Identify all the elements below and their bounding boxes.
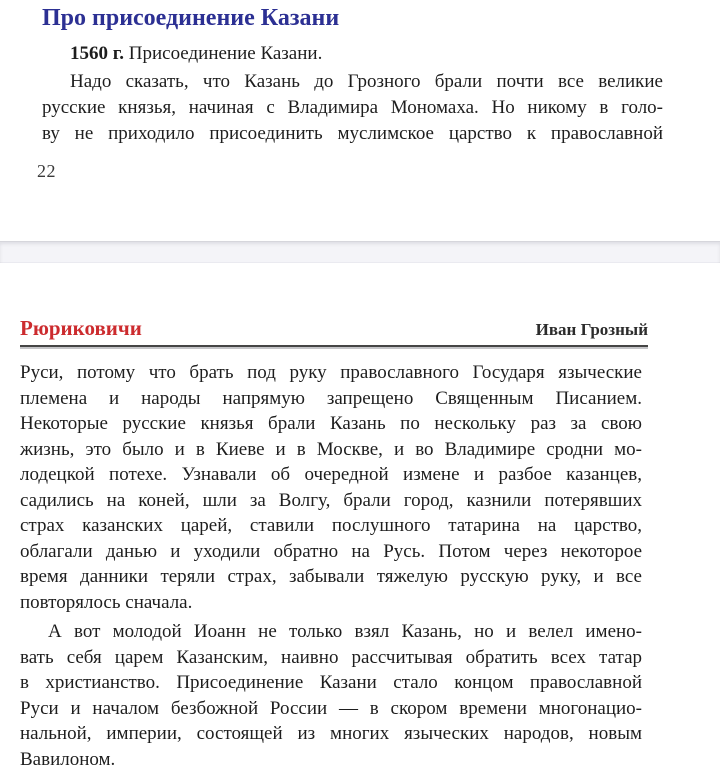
book-page-bottom — [0, 263, 720, 783]
text-line: вать себя царем Казанским, наивно рассчитывая обратить всех татар — [20, 646, 642, 668]
text-line: в христианство. Присоединение Казани стало концом православной — [20, 672, 642, 693]
page-number: 22 — [37, 161, 56, 181]
text-line: Руси, потому что брать под руку православного Государя языческие — [20, 362, 642, 383]
text-line: время данники теряли страх, забывали тяжелую русскую руку, и все — [20, 566, 642, 587]
text-line: страх казанских царей, ставили послушного татарина на царство, — [20, 515, 642, 536]
text-line: повторялось сначала. — [20, 591, 193, 613]
text-line: ву не приходило присоединить муслимское царство к православной — [42, 123, 663, 144]
text-line: лодецкой потехе. Узнавали об очередной измене и разбое казанцев, — [20, 464, 642, 485]
page-separator — [0, 241, 720, 263]
running-head-chapter: Иван Грозный — [535, 320, 648, 339]
text-line: Вавилоном. — [20, 748, 116, 770]
event-date-line — [42, 41, 663, 66]
chapter-heading: Про присоединение Казани — [42, 5, 340, 31]
paragraph — [42, 69, 663, 147]
text-line: русские князья, начиная с Владимира Мономаха. Но никому в голо- — [42, 97, 663, 118]
text-line: племена и народы напрямую запрещено Священным Писанием. — [20, 387, 642, 409]
event-title: Присоединение Казани. — [124, 43, 323, 64]
text-line: Руси и началом безбожной России — в скором времени многонацио- — [20, 697, 642, 719]
text-line: жизнь, это было и в Киеве и в Москве, и во Владимире сродни мо- — [20, 438, 642, 460]
paragraph — [20, 360, 642, 615]
text-line: облагали данью и уходили обратно на Русь. Потом через некоторое — [20, 540, 642, 562]
book-page-top — [0, 0, 720, 241]
running-head-dynasty: Рюриковичи — [20, 316, 142, 340]
text-line: нальной, империи, состоящей из многих языческих народов, новым — [20, 723, 642, 744]
text-line: Надо сказать, что Казань до Грозного брали почти все великие — [70, 71, 663, 92]
text-line: садились на коней, шли за Волгу, брали город, казнили потерявших — [20, 489, 642, 511]
text-line: Некоторые русские князья брали Казань по нескольку раз за свою — [20, 413, 642, 434]
paragraph — [20, 619, 642, 772]
text-line: А вот молодой Иоанн не только взял Казань, но и велел имено- — [48, 621, 642, 642]
running-head — [20, 316, 648, 347]
event-year: 1560 г. — [70, 43, 124, 64]
page-body — [20, 360, 642, 772]
